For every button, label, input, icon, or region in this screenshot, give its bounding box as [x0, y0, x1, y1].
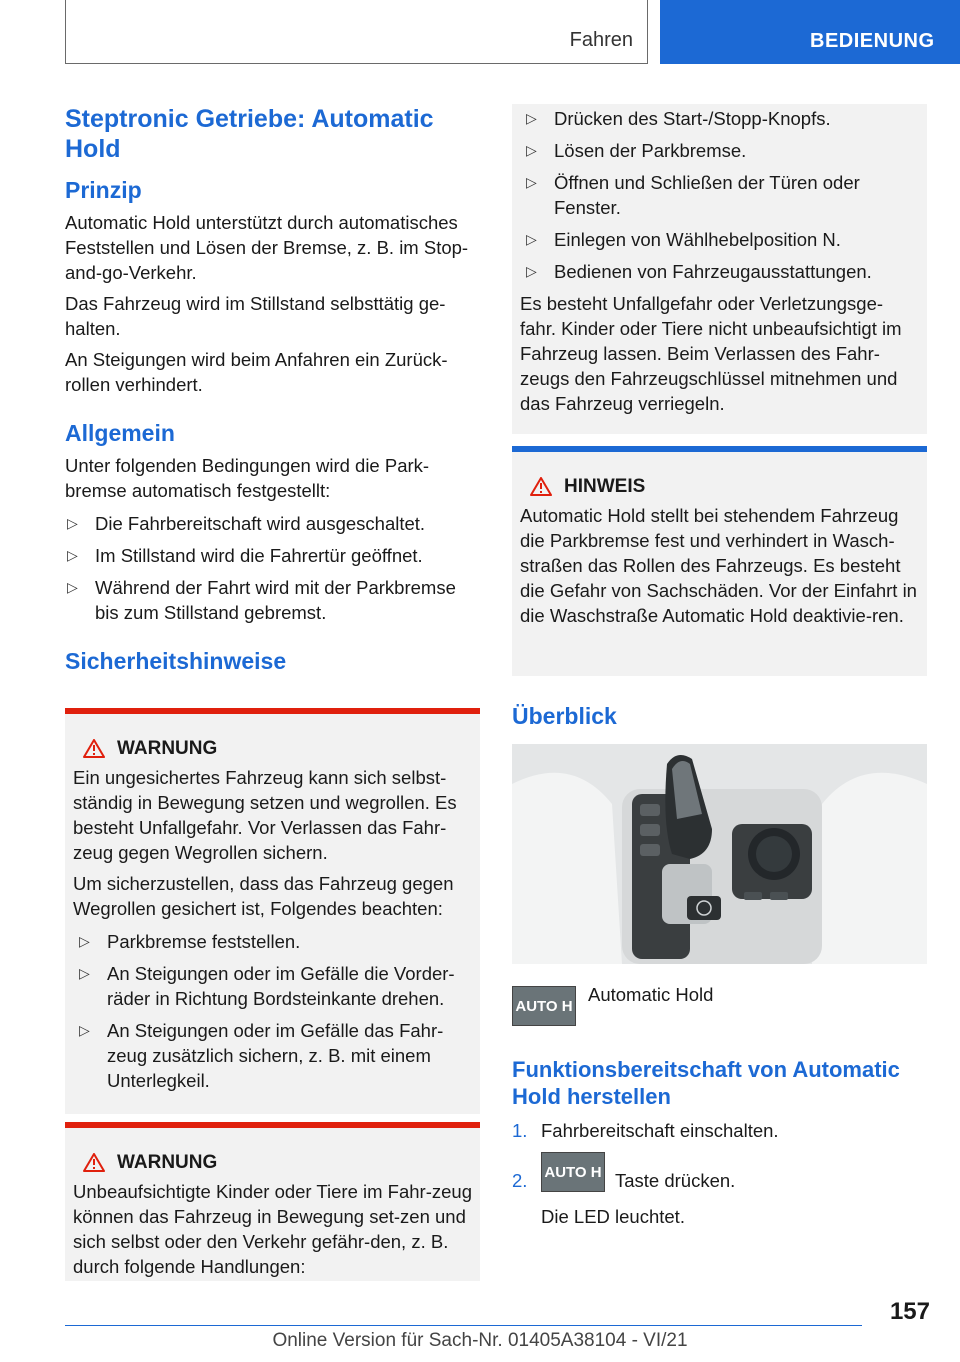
list-item: ▷ Während der Fahrt wird mit der Parkbremse bis zum Stillstand gebremst.	[67, 577, 456, 623]
warning-triangle-icon	[83, 739, 105, 758]
list-item: ▷ Drücken des Start-/Stopp-Knopfs.	[526, 108, 831, 129]
general-heading: Allgemein	[65, 420, 175, 446]
list-item: ▷ Einlegen von Wählhebelposition N.	[526, 229, 841, 250]
triangle-bullet-icon: ▷	[67, 547, 78, 563]
principle-paragraph: Das Fahrzeug wird im Stillstand selbsttätig ge-halten.	[65, 293, 446, 339]
warning-title	[73, 1150, 472, 1175]
function-heading: Funktionsbereitschaft von Automatic Hold herstellen	[512, 1057, 900, 1109]
warning-continuation-text: Es besteht Unfallgefahr oder Verletzungsge-fahr. Kinder oder Tiere nicht unbeaufsichtigt im Fahrzeug lassen. Beim Verlassen des Fahr-zeugs den Fahrzeugschlüssel mitnehmen und das Fahrzeug verriegeln.	[520, 293, 902, 414]
overview-heading: Überblick	[512, 703, 617, 729]
principle-paragraph: An Steigungen wird beim Anfahren ein Zurück-rollen verhindert.	[65, 349, 448, 395]
button-caption: Automatic Hold	[588, 984, 714, 1005]
safety-heading: Sicherheitshinweise	[65, 648, 287, 674]
triangle-bullet-icon: ▷	[67, 515, 78, 531]
footer-divider	[65, 1325, 862, 1326]
auto-hold-button-icon: AUTO H	[512, 986, 576, 1026]
list-item: ▷ An Steigungen oder im Gefälle das Fahr-zeug zusätzlich sichern, z. B. mit einem Unterlegkeil.	[79, 1020, 444, 1091]
general-list	[65, 511, 480, 625]
triangle-bullet-icon: ▷	[526, 110, 537, 126]
triangle-bullet-icon: ▷	[79, 933, 90, 949]
center-console-image	[512, 744, 927, 964]
list-item: ▷ Öffnen und Schließen der Türen oder Fenster.	[526, 172, 860, 218]
step-number: 2.	[512, 1170, 528, 1191]
principle-heading: Prinzip	[65, 177, 142, 203]
step-text: Fahrbereitschaft einschalten.	[541, 1120, 779, 1141]
notice-triangle-icon	[530, 477, 552, 496]
list-item: ▷ An Steigungen oder im Gefälle die Vorder-räder in Richtung Bordsteinkante drehen.	[79, 963, 455, 1009]
header-chapter-tab	[660, 0, 960, 64]
notice-title	[520, 474, 919, 499]
warning-list	[73, 929, 472, 1093]
auto-hold-button-icon: AUTO H	[541, 1152, 605, 1192]
general-intro: Unter folgenden Bedingungen wird die Park-bremse automatisch festgestellt:	[65, 455, 430, 501]
step-result: Die LED leuchtet.	[541, 1206, 685, 1227]
notice-box	[512, 446, 927, 676]
header-section-label: Fahren	[569, 29, 633, 51]
triangle-bullet-icon: ▷	[79, 1022, 90, 1038]
warning-title	[73, 736, 472, 761]
list-item: ▷ Parkbremse feststellen.	[79, 931, 301, 952]
warning-triangle-icon	[83, 1153, 105, 1172]
warning-text: Unbeaufsichtigte Kinder oder Tiere im Fahr-zeug können das Fahrzeug in Bewegung set-zen und sich selbst oder den Verkehr gefähr-den, z. B. durch folgende Handlungen:	[73, 1181, 472, 1277]
list-item: ▷ Lösen der Parkbremse.	[526, 140, 747, 161]
header-section-tab	[65, 0, 648, 64]
triangle-bullet-icon: ▷	[526, 231, 537, 247]
warning-paragraph: Ein ungesichertes Fahrzeug kann sich selbst-ständig in Bewegung setzen und wegrollen. Es besteht Unfallgefahr. Vor Verlassen das Fahr-zeug gegen Wegrollen sichern.	[73, 767, 457, 863]
list-item: ▷ Die Fahrbereitschaft wird ausgeschaltet.	[67, 513, 426, 534]
warning-label: WARNUNG	[117, 738, 218, 759]
page-number: 157	[889, 1298, 930, 1325]
notice-text: Automatic Hold stellt bei stehendem Fahrzeug die Parkbremse fest und verhindert in Wasch-straßen das Rollen des Fahrzeugs. Es besteht die Gefahr von Sachschäden. Vor der Einfahrt in die Waschstraße Automatic Hold deaktivie-ren.	[520, 505, 917, 626]
triangle-bullet-icon: ▷	[67, 579, 78, 595]
triangle-bullet-icon: ▷	[526, 263, 537, 279]
warning-box	[65, 1122, 480, 1281]
step-item	[512, 1118, 927, 1152]
warning-paragraph: Um sicherzustellen, dass das Fahrzeug gegen Wegrollen gesichert ist, Folgendes beachten:	[73, 873, 454, 919]
header-chapter-label: BEDIENUNG	[810, 30, 935, 52]
triangle-bullet-icon: ▷	[526, 174, 537, 190]
step-item	[512, 1152, 927, 1204]
steps-list	[512, 1118, 927, 1229]
left-column	[65, 104, 480, 675]
footer-online-version: Online Version für Sach-Nr. 01405A38104 - VI/21	[272, 1330, 688, 1351]
triangle-bullet-icon: ▷	[79, 965, 90, 981]
page-title: Steptronic Getriebe: Automatic Hold	[65, 105, 434, 163]
notice-label: HINWEIS	[564, 476, 646, 497]
list-item: ▷ Im Stillstand wird die Fahrertür geöffnet.	[67, 545, 423, 566]
principle-paragraph: Automatic Hold unterstützt durch automatisches Feststellen und Lösen der Bremse, z. B. im Stop-and-go-Verkehr.	[65, 212, 469, 283]
list-item: ▷ Bedienen von Fahrzeugausstattungen.	[526, 261, 872, 282]
warning-box	[65, 708, 480, 1114]
warning-label: WARNUNG	[117, 1152, 218, 1173]
triangle-bullet-icon: ▷	[526, 142, 537, 158]
step-text: Taste drücken.	[615, 1170, 736, 1191]
step-number: 1.	[512, 1120, 528, 1141]
warning-continuation-box	[512, 104, 927, 434]
handling-list	[520, 104, 919, 284]
